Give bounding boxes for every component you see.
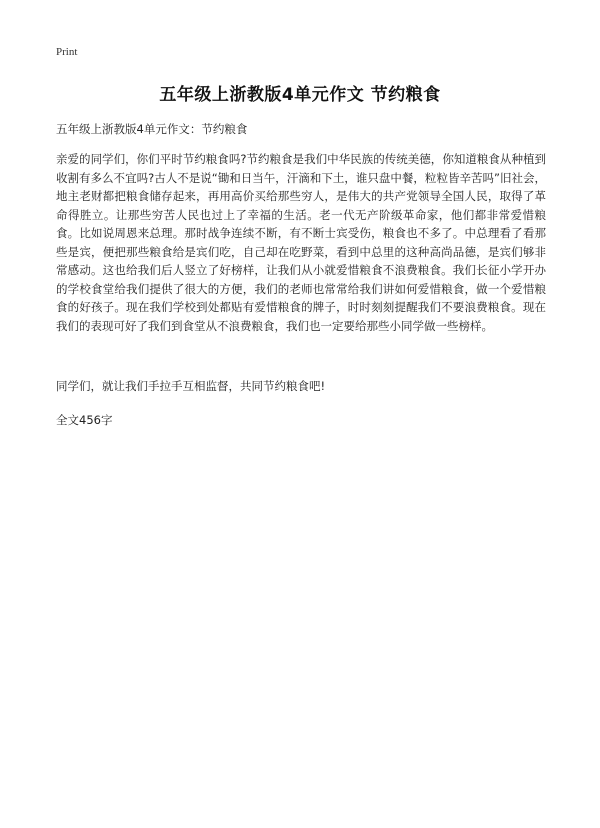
word-count: 全文456字 <box>56 413 113 427</box>
body-paragraph: 亲爱的同学们，你们平时节约粮食吗?节约粮食是我们中华民族的传统美德，你知道粮食从种植到收割有多么不宜吗?古人不是说“锄和日当午，汗滴和下土，谁只盘中餐，粒粒皆辛苦吗”旧社会，地主老财都把粮食储存起来，再用高价买给那些穷人，是伟大的共产党领导全国人民，取得了革命得胜立。让那些穷苦人民也过上了幸福的生活。老一代无产阶级革命家，他们都非常爱惜粮食。比如说周恩来总理。那时战争连续不断，有不断士宾受伤，粮食也不多了。中总理看了看那些是宾，便把那些粮食给是宾们吃，自己却在吃野菜，看到中总里的这种高尚品德，是宾们够非常感动。这也给我们后人竖立了好榜样，让我们从小就爱惜粮食不浪费粮食。我们长征小学开办的学校食堂给我们提供了很大的方便，我们的老师也常常给我们讲如何爱惜粮食，做一个爱惜粮食的好孩子。现在我们学校到处都贴有爱惜粮食的牌子，时时刻刻提醒我们不要浪费粮食。现在我们的表现可好了我们到食堂从不浪费粮食，我们也一定要给那些小同学做一些榜样。 <box>56 152 546 333</box>
body-paragraph: 同学们，就让我们手拉手互相监督，共同节约粮食吧! <box>56 379 326 393</box>
print-link[interactable]: Print <box>56 46 78 58</box>
article-subtitle: 五年级上浙教版4单元作文：节约粮食 <box>56 122 248 136</box>
page-title: 五年级上浙教版4单元作文 节约粮食 <box>159 85 441 105</box>
